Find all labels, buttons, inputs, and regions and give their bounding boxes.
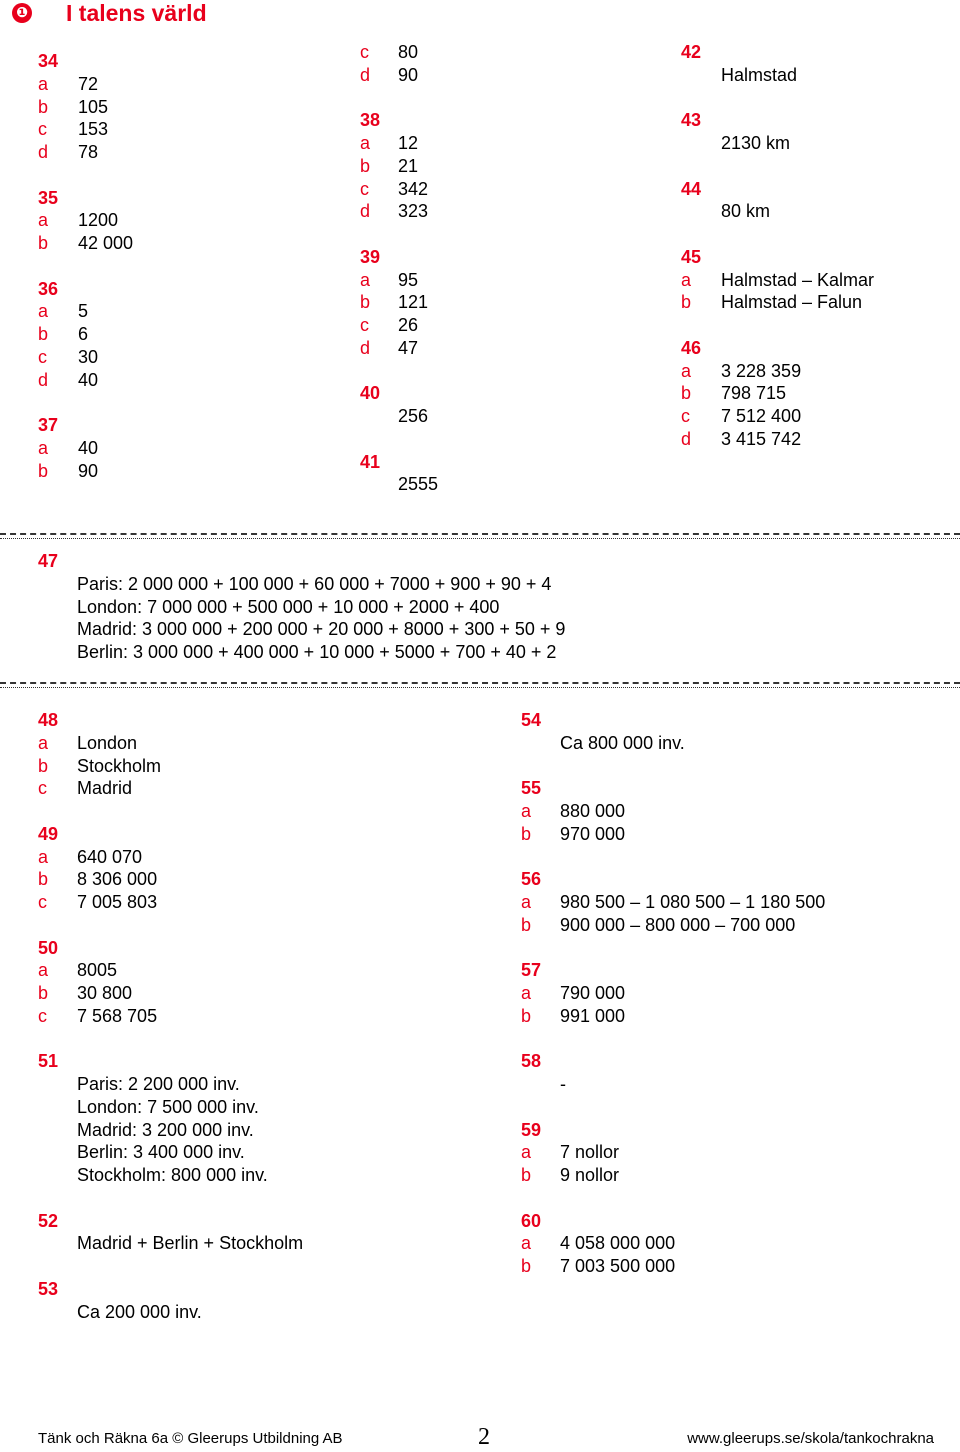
chapter-title: I talens värld	[66, 0, 207, 26]
answer-value: 7 568 705	[77, 1005, 158, 1026]
answer-row	[681, 200, 951, 223]
exercise-number-row	[38, 1210, 478, 1233]
answer-row	[681, 291, 951, 314]
answer-value: 991 000	[560, 1005, 626, 1026]
answer-value: 2555	[398, 474, 439, 495]
answer-row	[521, 891, 941, 914]
answer-row	[681, 64, 951, 87]
chapter-number-icon: ❶	[12, 3, 32, 23]
answer-value: 980 500 – 1 080 500 – 1 180 500	[560, 892, 826, 912]
exercise-number-row	[521, 1050, 941, 1073]
answer-letter: c	[38, 778, 47, 799]
section-divider	[0, 533, 960, 535]
answer-value: 970 000	[560, 823, 626, 844]
answer-row	[521, 823, 941, 846]
exercise-number-row	[521, 709, 941, 732]
spacer	[521, 937, 941, 960]
answer-value: 72	[78, 73, 99, 94]
exercise-number-row	[360, 451, 650, 474]
answer-letter: d	[38, 142, 49, 162]
answer-letter: a	[521, 1142, 532, 1163]
answer-row	[38, 777, 478, 800]
answer-row	[38, 755, 478, 778]
answer-row	[38, 1073, 478, 1096]
answer-row	[38, 732, 478, 755]
spacer	[360, 87, 650, 110]
spacer	[521, 1187, 941, 1210]
answer-value: Stockholm: 800 000 inv.	[77, 1165, 268, 1185]
answer-letter: a	[521, 983, 532, 1003]
answer-row	[38, 73, 328, 96]
spacer	[360, 428, 650, 451]
answer-row	[521, 800, 941, 823]
answer-row	[521, 1073, 941, 1096]
exercise-number: 44	[681, 178, 702, 199]
exercise-number-row	[360, 382, 650, 405]
answer-letter: b	[521, 1165, 532, 1185]
answer-row	[521, 1232, 941, 1255]
answer-value: Paris: 2 000 000 + 100 000 + 60 000 + 7000 + 900 + 90 + 4	[77, 573, 552, 594]
answer-value: 256	[398, 406, 429, 426]
exercise-number: 43	[681, 110, 702, 131]
answer-value: Halmstad – Falun	[721, 292, 863, 313]
answer-letter: a	[681, 360, 692, 381]
exercise-number-row	[360, 109, 650, 132]
answer-letter: c	[360, 42, 369, 62]
answer-value: 4 058 000 000	[560, 1233, 676, 1254]
exercise-number-row	[521, 1210, 941, 1233]
answer-row	[360, 178, 650, 201]
exercise-number-row	[38, 709, 478, 732]
answer-row	[38, 982, 478, 1005]
answer-value: 90	[398, 64, 419, 85]
answer-row	[360, 155, 650, 178]
answer-letter: b	[521, 1256, 532, 1276]
exercise-number: 36	[38, 278, 59, 299]
answer-row	[681, 405, 951, 428]
answer-letter: d	[360, 337, 371, 358]
answer-value: 153	[78, 119, 109, 140]
answer-value: 90	[78, 460, 99, 481]
answer-row	[360, 314, 650, 337]
section-divider-dotted	[0, 687, 960, 688]
spacer	[681, 87, 951, 110]
answer-row	[38, 596, 938, 619]
answer-value: 3 228 359	[721, 360, 802, 381]
answer-value: London: 7 500 000 inv.	[77, 1096, 259, 1117]
spacer	[681, 314, 951, 337]
answer-value: 1200	[78, 210, 119, 231]
exercise-number: 41	[360, 451, 381, 472]
answer-value: 640 070	[77, 846, 143, 867]
answer-value: Halmstad – Kalmar	[721, 269, 875, 290]
spacer	[681, 155, 951, 178]
answer-row	[38, 1301, 478, 1324]
exercise-number: 50	[38, 937, 59, 958]
exercise-number-row	[38, 937, 478, 960]
answer-letter: b	[38, 755, 49, 776]
answer-letter: c	[38, 892, 47, 912]
exercise-number: 39	[360, 246, 381, 267]
answer-row	[360, 269, 650, 292]
answer-letter: c	[360, 315, 369, 335]
answer-letter: b	[38, 324, 49, 344]
answer-row	[38, 891, 478, 914]
answer-row	[38, 1005, 478, 1028]
spacer	[360, 223, 650, 246]
answers-column-2	[360, 41, 650, 496]
answer-value: 900 000 – 800 000 – 700 000	[560, 914, 796, 935]
spacer	[38, 914, 478, 937]
answer-value: 30	[78, 346, 99, 367]
exercise-number: 49	[38, 823, 59, 844]
exercise-number: 59	[521, 1119, 542, 1140]
exercise-number-row	[521, 959, 941, 982]
answer-value: 323	[398, 201, 429, 222]
exercise-number-row	[521, 777, 941, 800]
answer-letter: b	[521, 1005, 532, 1026]
answer-value: 7 005 803	[77, 892, 158, 912]
spacer	[38, 1255, 478, 1278]
answer-value: Madrid + Berlin + Stockholm	[77, 1233, 304, 1254]
answer-row	[38, 1096, 478, 1119]
answer-value: 790 000	[560, 983, 626, 1003]
answer-value: 3 415 742	[721, 428, 802, 449]
answers-column-3	[681, 41, 951, 451]
answer-value: Stockholm	[77, 755, 162, 776]
answer-letter: b	[681, 383, 692, 404]
answer-row	[38, 437, 328, 460]
answer-letter: c	[360, 178, 369, 199]
answer-value: 342	[398, 178, 429, 199]
answer-row	[360, 41, 650, 64]
answer-letter: a	[38, 960, 49, 981]
answer-value: 7 003 500 000	[560, 1256, 676, 1276]
answer-letter: b	[38, 233, 49, 253]
exercise-number-row	[38, 1050, 478, 1073]
answer-letter: b	[360, 292, 371, 313]
answer-letter: a	[521, 1233, 532, 1254]
answer-letter: b	[38, 983, 49, 1003]
exercise-number: 53	[38, 1278, 59, 1299]
answer-letter: a	[38, 437, 49, 458]
answer-value: 78	[78, 142, 99, 162]
answer-value: -	[560, 1074, 566, 1094]
answer-value: 6	[78, 324, 89, 344]
answer-row	[360, 132, 650, 155]
answer-value: 7 nollor	[560, 1142, 620, 1163]
answers-column-lower-right	[521, 709, 941, 1278]
answer-value: 798 715	[721, 383, 787, 404]
spacer	[38, 255, 328, 278]
answer-value: 80 km	[721, 201, 771, 222]
answer-value: 2130 km	[721, 133, 791, 153]
chapter-header	[12, 0, 207, 26]
answer-letter: a	[360, 269, 371, 290]
answer-value: 12	[398, 133, 419, 153]
answer-letter: d	[360, 64, 371, 85]
answer-value: Madrid	[77, 778, 133, 799]
exercise-number-row	[38, 187, 328, 210]
exercise-number: 47	[38, 551, 59, 571]
spacer	[521, 1096, 941, 1119]
spacer	[38, 1028, 478, 1051]
answer-row	[521, 1141, 941, 1164]
answer-row	[38, 959, 478, 982]
exercise-number: 42	[681, 42, 702, 62]
answer-letter: d	[681, 428, 692, 449]
exercise-number-row	[521, 1119, 941, 1142]
answer-value: 7 512 400	[721, 406, 802, 426]
exercise-number-row	[360, 246, 650, 269]
answer-row	[360, 337, 650, 360]
answer-row	[38, 323, 328, 346]
answer-letter: a	[521, 801, 532, 821]
answer-row	[38, 1164, 478, 1187]
answer-value: 40	[78, 369, 99, 390]
answer-value: Paris: 2 200 000 inv.	[77, 1074, 240, 1094]
answer-value: 105	[78, 96, 109, 117]
answer-value: 42 000	[78, 233, 134, 253]
answer-row	[38, 641, 938, 664]
exercise-number: 54	[521, 710, 542, 730]
answer-letter: c	[681, 406, 690, 426]
answer-row	[360, 473, 650, 496]
answer-value: 95	[398, 269, 419, 290]
answer-row	[681, 132, 951, 155]
answer-letter: b	[521, 823, 532, 844]
answer-letter: b	[38, 96, 49, 117]
exercise-number-row	[38, 278, 328, 301]
exercise-number-row	[681, 109, 951, 132]
answer-row	[38, 300, 328, 323]
exercise-number-row	[38, 50, 328, 73]
answer-row	[38, 1232, 478, 1255]
answer-row	[38, 1119, 478, 1142]
answer-row	[38, 118, 328, 141]
exercise-number: 38	[360, 110, 381, 131]
answer-value: Madrid: 3 200 000 inv.	[77, 1119, 254, 1140]
answer-value: 47	[398, 337, 419, 358]
spacer	[521, 1028, 941, 1051]
answer-letter: b	[681, 292, 692, 313]
answer-letter: a	[360, 133, 371, 153]
answer-letter: b	[38, 869, 49, 890]
answer-value: 8 306 000	[77, 869, 158, 890]
answer-row	[38, 232, 328, 255]
answer-value: 880 000	[560, 801, 626, 821]
answer-letter: a	[681, 269, 692, 290]
answer-value: 80	[398, 42, 419, 62]
page-footer	[38, 1424, 934, 1452]
answer-row	[681, 360, 951, 383]
exercise-number-row	[681, 246, 951, 269]
spacer	[38, 800, 478, 823]
answer-row	[38, 846, 478, 869]
exercise-number-row	[38, 414, 328, 437]
exercise-number: 46	[681, 337, 702, 358]
answer-row	[38, 369, 328, 392]
answer-value: 121	[398, 292, 429, 313]
answer-row	[38, 346, 328, 369]
answer-row	[38, 618, 938, 641]
answer-row	[521, 914, 941, 937]
answers-column-lower-left	[38, 709, 478, 1323]
answer-letter: a	[38, 210, 49, 231]
answer-row	[681, 269, 951, 292]
answer-value: 8005	[77, 960, 118, 981]
answer-letter: a	[521, 892, 532, 912]
answer-letter: c	[38, 1005, 47, 1026]
exercise-number: 51	[38, 1051, 59, 1072]
answer-row	[38, 460, 328, 483]
answer-value: Berlin: 3 400 000 inv.	[77, 1142, 245, 1163]
answer-letter: c	[38, 119, 47, 140]
answer-value: 5	[78, 301, 89, 322]
answer-letter: a	[38, 732, 49, 753]
exercise-number: 48	[38, 710, 59, 730]
section-divider	[0, 682, 960, 684]
answer-row	[38, 868, 478, 891]
answer-letter: b	[360, 155, 371, 176]
exercise-number: 40	[360, 383, 381, 404]
section-divider-dotted	[0, 538, 960, 539]
exercise-number: 35	[38, 187, 59, 208]
spacer	[38, 391, 328, 414]
footer-copyright: Tänk och Räkna 6a © Gleerups Utbildning AB	[38, 1430, 343, 1447]
answer-row	[521, 1005, 941, 1028]
answer-value: Berlin: 3 000 000 + 400 000 + 10 000 + 5000 + 700 + 40 + 2	[77, 642, 557, 662]
answer-value: Halmstad	[721, 64, 798, 85]
exercise-number-row	[681, 337, 951, 360]
exercise-number-row	[681, 178, 951, 201]
answer-row	[521, 1255, 941, 1278]
exercise-number: 45	[681, 246, 702, 267]
answer-letter: b	[521, 914, 532, 935]
exercise-number: 52	[38, 1210, 59, 1231]
exercise-number: 57	[521, 960, 542, 981]
answer-row	[360, 200, 650, 223]
exercise-number: 56	[521, 869, 542, 890]
footer-link[interactable]: www.gleerups.se/skola/tankochrakna	[687, 1430, 934, 1447]
answer-letter: c	[38, 346, 47, 367]
spacer	[38, 164, 328, 187]
answer-row	[521, 732, 941, 755]
exercise-number: 34	[38, 51, 59, 71]
answer-row	[360, 405, 650, 428]
answer-letter: a	[38, 846, 49, 867]
answer-row	[38, 96, 328, 119]
answer-row	[38, 573, 938, 596]
exercise-number: 37	[38, 415, 59, 435]
exercise-number: 58	[521, 1051, 542, 1072]
answer-value: 26	[398, 315, 419, 335]
answers-section-47	[38, 550, 938, 664]
exercise-number-row	[38, 823, 478, 846]
answers-column-1	[38, 50, 328, 482]
answer-value: Ca 200 000 inv.	[77, 1301, 202, 1322]
exercise-number-row	[38, 1278, 478, 1301]
exercise-number: 55	[521, 778, 542, 799]
exercise-number: 60	[521, 1210, 542, 1231]
exercise-number-row	[38, 550, 938, 573]
answer-row	[360, 291, 650, 314]
answer-row	[521, 1164, 941, 1187]
answer-row	[38, 1141, 478, 1164]
answer-value: 30 800	[77, 983, 133, 1003]
spacer	[681, 223, 951, 246]
exercise-number-row	[681, 41, 951, 64]
answer-value: 40	[78, 437, 99, 458]
answer-value: 9 nollor	[560, 1165, 620, 1185]
answer-row	[38, 209, 328, 232]
exercise-number-row	[521, 868, 941, 891]
answer-letter: a	[38, 301, 49, 322]
answer-row	[521, 982, 941, 1005]
answer-row	[681, 428, 951, 451]
answer-letter: b	[38, 460, 49, 481]
answer-letter: a	[38, 73, 49, 94]
answer-value: London	[77, 732, 138, 753]
answer-value: 21	[398, 155, 419, 176]
spacer	[360, 360, 650, 383]
answer-value: Madrid: 3 000 000 + 200 000 + 20 000 + 8000 + 300 + 50 + 9	[77, 619, 566, 640]
spacer	[521, 846, 941, 869]
spacer	[521, 755, 941, 778]
answer-value: Ca 800 000 inv.	[560, 732, 685, 753]
answer-row	[38, 141, 328, 164]
page-number: 2	[478, 1424, 490, 1450]
answer-letter: d	[360, 201, 371, 222]
answer-row	[681, 382, 951, 405]
spacer	[38, 1187, 478, 1210]
answer-letter: d	[38, 369, 49, 390]
answer-row	[360, 64, 650, 87]
answer-value: London: 7 000 000 + 500 000 + 10 000 + 2000 + 400	[77, 596, 500, 617]
